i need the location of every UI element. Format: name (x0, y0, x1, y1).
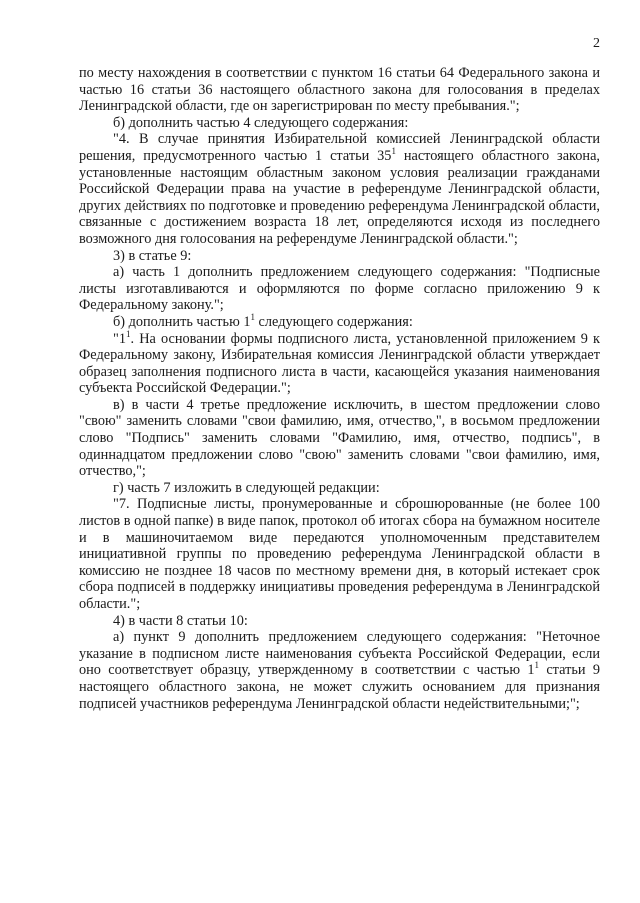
paragraph-article9-g: г) часть 7 изложить в следующей редакции: (113, 479, 380, 496)
page-number: 2 (593, 36, 600, 51)
paragraph-item-b-part4: б) дополнить частью 4 следующего содержания: (113, 114, 409, 131)
paragraph-part7-text: "7. Подписные листы, пронумерованные и сброшюрованные (не более 100 листов в одной папке) в виде папок, протокол об итогах сбора на бумажном носителе и в машиночитаемом виде передаются уполномоченным представителем инициативной группы по проведению референдума Ленинградской области в комиссию не позднее 18 часов по местному времени дня, в который истекает срок сбора подписей в поддержку инициативы проведения референдума в Ленинградской области."; (79, 496, 600, 612)
paragraph-article9-a: а) часть 1 дополнить предложением следующего содержания: "Подписные листы изготавливаются и оформляются по форме согласно приложению 9 к Федеральному закону."; (79, 264, 600, 314)
paragraph-part1-1-text: "$1^1$. На основании формы подписного листа, установленной приложением 9 к Федеральному закону, Избирательная комиссия Ленинградской области утверждает образец заполнения подписного листа в части, касающейся указания наименования субъекта Российской Федерации."; (79, 328, 600, 397)
paragraph-article10-a: а) пункт 9 дополнить предложением следующего содержания: "Неточное указание в подписном листе наименования субъекта Российской Федерации, если оно соответствует образцу, утвержденному в соответствии с частью $1^1$ статьи 9 настоящего областного закона, не может служить основанием для признания подписей участников референдума Ленинградской области недействительными;"; (79, 629, 600, 712)
document-body (79, 65, 600, 712)
paragraph-article9-heading: 3) в статье 9: (113, 247, 192, 264)
paragraph-article9-b: б) дополнить частью $1^1$ следующего содержания: (113, 311, 413, 330)
paragraph-article10-heading: 4) в части 8 статьи 10: (113, 612, 248, 629)
paragraph-part4-text: "4. В случае принятия Избирательной комиссией Ленинградской области решения, предусмотренного частью 1 статьи $35^1$ настоящего областного закона, установленные настоящим областным законом условия реализации гражданами Российской Федерации права на участие в референдуме Ленинградской области, других действиях по подготовке и проведению референдума Ленинградской области, связанные с достижением возраста 18 лет, определяются исходя из последнего возможного дня голосования на референдуме Ленинградской области."; (79, 131, 600, 247)
paragraph-continuation: по месту нахождения в соответствии с пунктом 16 статьи 64 Федерального закона и частью 16 статьи 36 настоящего областного закона для голосования в пределах Ленинградской области, где он зарегистрирован по месту пребывания."; (79, 65, 600, 115)
paragraph-article9-v: в) в части 4 третье предложение исключить, в шестом предложении слово "свою" заменить словами "свои фамилию, имя, отчество,", в восьмом предложении слово "Подпись" заменить словами "Фамилию, имя, отчество, подпись", в одиннадцатом предложении слово "свою" заменить словами "свои фамилию, имя, отчество,"; (79, 396, 600, 480)
